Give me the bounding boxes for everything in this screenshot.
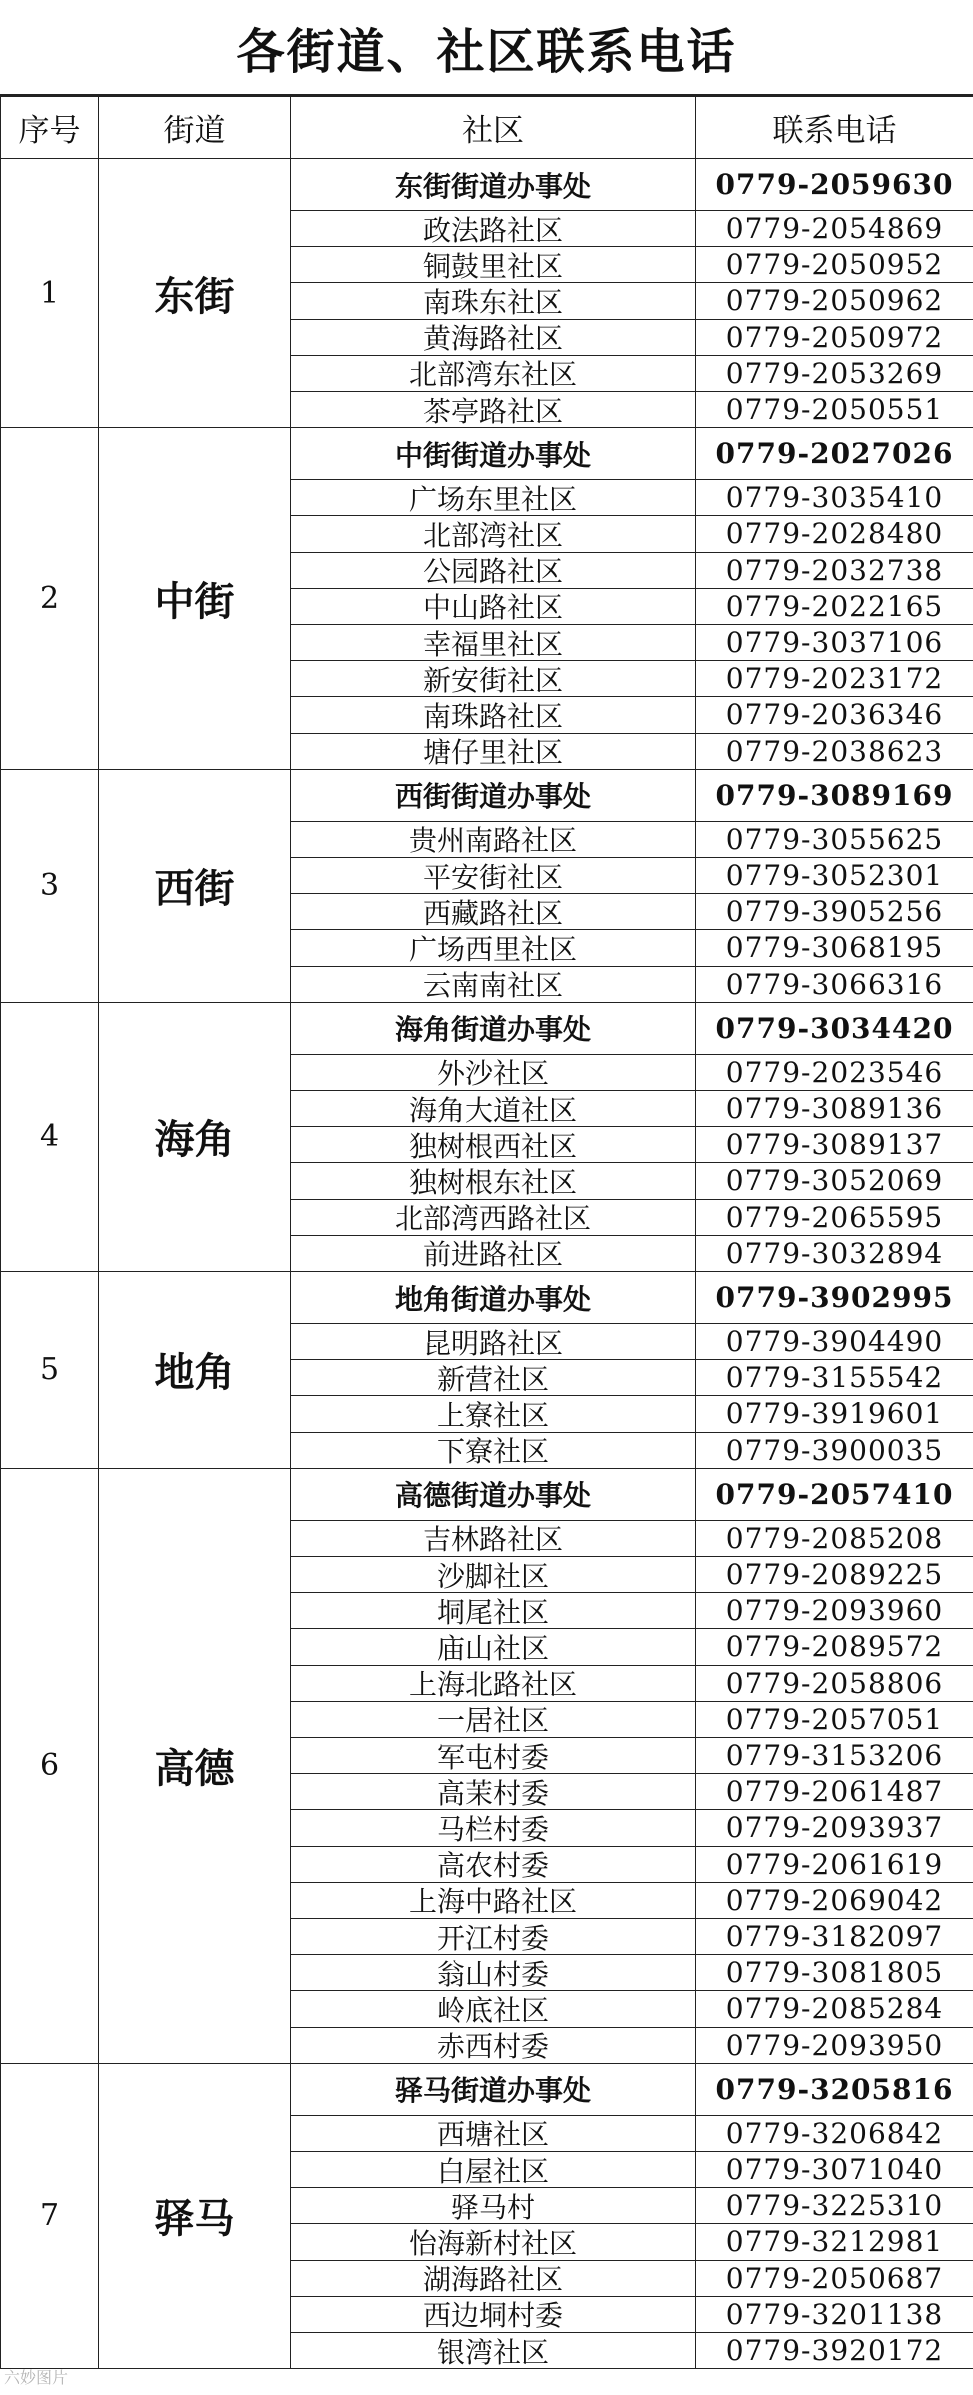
community-phone: 0779-3206842 [695,2115,973,2152]
community-name: 西藏路社区 [290,893,696,930]
community-name: 铜鼓里社区 [290,246,696,283]
community-phone: 0779-3071040 [695,2151,973,2188]
community-phone: 0779-3900035 [695,1432,973,1469]
community-phone: 0779-3037106 [695,624,973,661]
community-phone: 0779-2053269 [695,355,973,392]
community-phone: 0779-3919601 [695,1395,973,1432]
group-index: 3 [0,769,99,1003]
office-name: 东街街道办事处 [290,158,696,211]
group-index: 2 [0,427,99,770]
community-phone: 0779-2050952 [695,246,973,283]
header-phone: 联系电话 [695,96,973,159]
group-index: 7 [0,2063,99,2369]
header-street: 街道 [98,96,291,159]
community-name: 广场东里社区 [290,479,696,516]
community-name: 广场西里社区 [290,929,696,966]
community-phone: 0779-3055625 [695,821,973,858]
community-phone: 0779-2050551 [695,391,973,428]
community-phone: 0779-2057051 [695,1701,973,1738]
community-name: 昆明路社区 [290,1323,696,1360]
community-name: 开江村委 [290,1918,696,1955]
community-phone: 0779-2069042 [695,1882,973,1919]
community-name: 政法路社区 [290,210,696,247]
community-phone: 0779-3182097 [695,1918,973,1955]
community-name: 白屋社区 [290,2151,696,2188]
office-name: 驿马街道办事处 [290,2063,696,2116]
header-community: 社区 [290,96,696,159]
community-phone: 0779-3153206 [695,1737,973,1774]
community-phone: 0779-2036346 [695,696,973,733]
community-name: 独树根东社区 [290,1162,696,1199]
community-phone: 0779-3201138 [695,2296,973,2333]
community-phone: 0779-3225310 [695,2187,973,2224]
community-name: 军屯村委 [290,1737,696,1774]
community-phone: 0779-2061487 [695,1773,973,1810]
community-phone: 0779-2054869 [695,210,973,247]
community-name: 赤西村委 [290,2027,696,2064]
community-phone: 0779-2058806 [695,1665,973,1702]
community-phone: 0779-2065595 [695,1199,973,1236]
community-phone: 0779-3155542 [695,1359,973,1396]
street-name: 西街 [98,769,291,1003]
office-phone: 0779-2057410 [695,1468,973,1521]
header-index: 序号 [0,96,99,159]
office-name: 高德街道办事处 [290,1468,696,1521]
community-phone: 0779-2085284 [695,1990,973,2027]
community-name: 上海中路社区 [290,1882,696,1919]
community-name: 岭底社区 [290,1990,696,2027]
office-phone: 0779-3205816 [695,2063,973,2116]
street-name: 地角 [98,1271,291,1469]
community-name: 湖海路社区 [290,2260,696,2297]
community-name: 沙脚社区 [290,1556,696,1593]
page-title: 各街道、社区联系电话 [0,0,973,96]
community-name: 平安街社区 [290,857,696,894]
community-phone: 0779-3905256 [695,893,973,930]
watermark: 六妙图片 [4,2368,69,2387]
community-phone: 0779-3089137 [695,1126,973,1163]
office-phone: 0779-2059630 [695,158,973,211]
street-name: 东街 [98,158,291,428]
community-name: 西塘社区 [290,2115,696,2152]
community-name: 怡海新村社区 [290,2223,696,2260]
community-phone: 0779-3089136 [695,1090,973,1127]
community-name: 新安街社区 [290,660,696,697]
community-phone: 0779-3081805 [695,1954,973,1991]
community-phone: 0779-2089572 [695,1628,973,1665]
community-name: 中山路社区 [290,588,696,625]
community-name: 银湾社区 [290,2332,696,2369]
community-name: 公园路社区 [290,552,696,589]
community-phone: 0779-3212981 [695,2223,973,2260]
community-name: 独树根西社区 [290,1126,696,1163]
office-name: 中街街道办事处 [290,427,696,480]
community-name: 海角大道社区 [290,1090,696,1127]
community-phone: 0779-2093960 [695,1592,973,1629]
community-name: 塘仔里社区 [290,733,696,770]
community-name: 吉林路社区 [290,1520,696,1557]
community-name: 马栏村委 [290,1809,696,1846]
street-name: 高德 [98,1468,291,2064]
community-name: 外沙社区 [290,1054,696,1091]
community-name: 一居社区 [290,1701,696,1738]
office-phone: 0779-3089169 [695,769,973,822]
community-name: 驿马村 [290,2187,696,2224]
community-phone: 0779-3032894 [695,1235,973,1272]
community-name: 黄海路社区 [290,319,696,356]
community-name: 南珠东社区 [290,282,696,319]
community-name: 翁山村委 [290,1954,696,1991]
community-phone: 0779-2032738 [695,552,973,589]
community-name: 幸福里社区 [290,624,696,661]
community-name: 垌尾社区 [290,1592,696,1629]
community-phone: 0779-3052301 [695,857,973,894]
community-phone: 0779-3920172 [695,2332,973,2369]
community-phone: 0779-2085208 [695,1520,973,1557]
community-phone: 0779-2050962 [695,282,973,319]
community-phone: 0779-2023172 [695,660,973,697]
community-name: 南珠路社区 [290,696,696,733]
community-phone: 0779-3904490 [695,1323,973,1360]
community-name: 高农村委 [290,1846,696,1883]
community-name: 北部湾东社区 [290,355,696,392]
group-index: 4 [0,1002,99,1272]
office-phone: 0779-3902995 [695,1271,973,1324]
community-phone: 0779-2061619 [695,1846,973,1883]
group-index: 1 [0,158,99,428]
street-name: 中街 [98,427,291,770]
street-name: 驿马 [98,2063,291,2369]
community-phone: 0779-2089225 [695,1556,973,1593]
office-phone: 0779-2027026 [695,427,973,480]
community-name: 庙山社区 [290,1628,696,1665]
community-name: 茶亭路社区 [290,391,696,428]
office-name: 西街街道办事处 [290,769,696,822]
group-index: 5 [0,1271,99,1469]
community-phone: 0779-3068195 [695,929,973,966]
community-name: 新营社区 [290,1359,696,1396]
community-name: 下寮社区 [290,1432,696,1469]
community-phone: 0779-2022165 [695,588,973,625]
community-name: 高茉村委 [290,1773,696,1810]
community-name: 北部湾社区 [290,515,696,552]
office-phone: 0779-3034420 [695,1002,973,1055]
community-phone: 0779-2093950 [695,2027,973,2064]
community-phone: 0779-2050972 [695,319,973,356]
community-name: 西边垌村委 [290,2296,696,2333]
community-name: 前进路社区 [290,1235,696,1272]
office-name: 地角街道办事处 [290,1271,696,1324]
community-phone: 0779-2093937 [695,1809,973,1846]
community-name: 贵州南路社区 [290,821,696,858]
community-phone: 0779-3066316 [695,966,973,1003]
community-phone: 0779-2050687 [695,2260,973,2297]
community-name: 云南南社区 [290,966,696,1003]
community-phone: 0779-3035410 [695,479,973,516]
community-name: 上海北路社区 [290,1665,696,1702]
community-phone: 0779-2028480 [695,515,973,552]
community-name: 上寮社区 [290,1395,696,1432]
group-index: 6 [0,1468,99,2064]
office-name: 海角街道办事处 [290,1002,696,1055]
community-name: 北部湾西路社区 [290,1199,696,1236]
community-phone: 0779-3052069 [695,1162,973,1199]
community-phone: 0779-2038623 [695,733,973,770]
street-name: 海角 [98,1002,291,1272]
community-phone: 0779-2023546 [695,1054,973,1091]
